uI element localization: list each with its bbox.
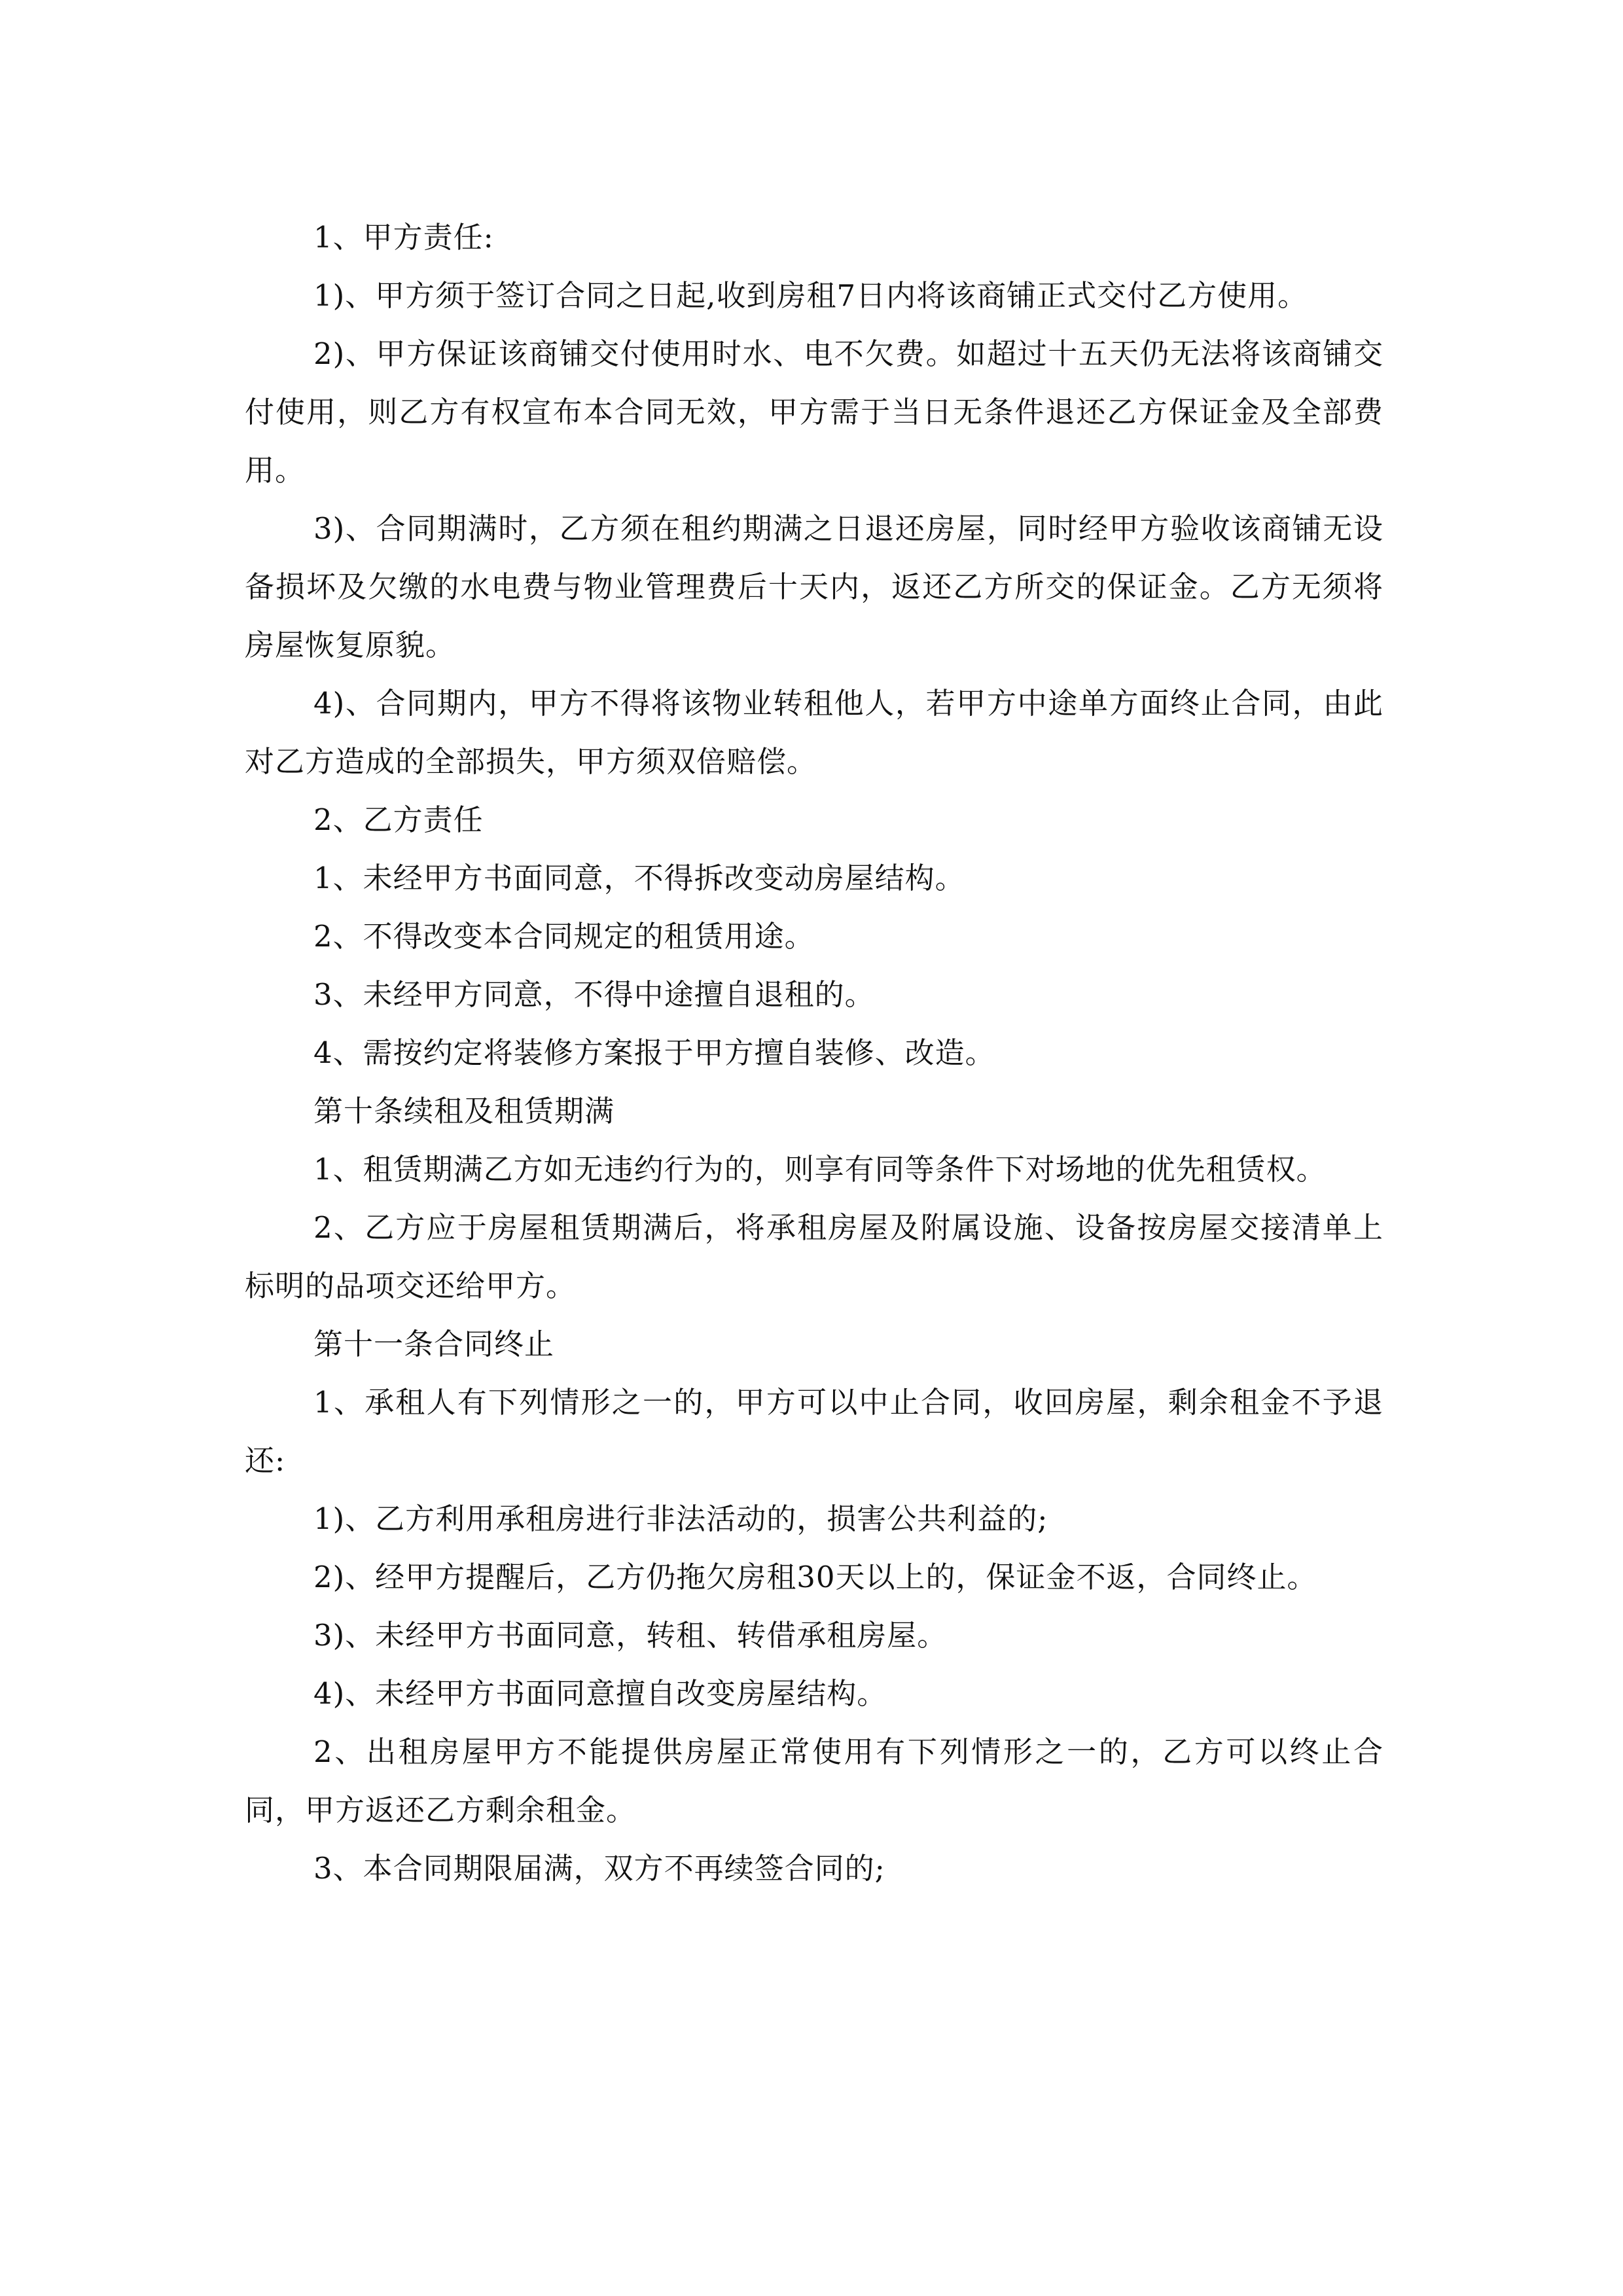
- paragraph-party-a-expiry-deposit: 3)、合同期满时，乙方须在租约期满之日退还房屋，同时经甲方验收该商铺无设备损坏及欠缴的水电费与物业管理费后十天内，返还乙方所交的保证金。乙方无须将房屋恢复原貌。: [245, 511, 1383, 662]
- paragraph-term-expiry: 3、本合同期限届满，双方不再续签合同的;: [313, 1851, 885, 1886]
- article-10-heading: 第十条续租及租赁期满: [313, 1094, 615, 1128]
- paragraph-party-b-structure: 1、未经甲方书面同意，不得拆改变动房屋结构。: [313, 861, 965, 895]
- paragraph-rent-arrears: 2)、经甲方提醒后，乙方仍拖欠房租30天以上的，保证金不返，合同终止。: [313, 1560, 1317, 1594]
- paragraph-sublet: 3)、未经甲方书面同意，转租、转借承租房屋。: [313, 1618, 948, 1653]
- paragraph-landlord-failure: 2、出租房屋甲方不能提供房屋正常使用有下列情形之一的，乙方可以终止合同，甲方返还乙方剩余租金。: [245, 1734, 1383, 1827]
- article-11-heading: 第十一条合同终止: [313, 1327, 555, 1361]
- paragraph-party-b-no-withdraw: 3、未经甲方同意，不得中途擅自退租的。: [313, 977, 875, 1012]
- paragraph-party-b-usage: 2、不得改变本合同规定的租赁用途。: [313, 919, 815, 954]
- paragraph-return-property: 2、乙方应于房屋租赁期满后，将承租房屋及附属设施、设备按房屋交接清单上标明的品项交还给甲方。: [245, 1210, 1383, 1303]
- paragraph-party-a-delivery: 1)、甲方须于签订合同之日起,收到房租7日内将该商铺正式交付乙方使用。: [313, 278, 1308, 313]
- paragraph-party-a-duty-heading: 1、甲方责任:: [313, 220, 494, 255]
- paragraph-party-a-utilities: 2)、甲方保证该商铺交付使用时水、电不欠费。如超过十五天仍无法将该商铺交付使用，则乙方有权宣布本合同无效，甲方需于当日无条件退还乙方保证金及全部费用。: [245, 336, 1383, 488]
- paragraph-illegal-activity: 1)、乙方利用承租房进行非法活动的，损害公共利益的;: [313, 1501, 1048, 1536]
- document-page: [245, 208, 1383, 1897]
- paragraph-renewal-priority: 1、租赁期满乙方如无违约行为的，则享有同等条件下对场地的优先租赁权。: [313, 1152, 1327, 1187]
- paragraph-termination-conditions: 1、承租人有下列情形之一的，甲方可以中止合同，收回房屋，剩余租金不予退还:: [245, 1385, 1383, 1478]
- paragraph-structure-change: 4)、未经甲方书面同意擅自改变房屋结构。: [313, 1676, 887, 1711]
- paragraph-party-a-no-sublet: 4)、合同期内，甲方不得将该物业转租他人，若甲方中途单方面终止合同，由此对乙方造成的全部损失，甲方须双倍赔偿。: [245, 686, 1383, 779]
- paragraph-party-b-duty-heading: 2、乙方责任: [313, 802, 484, 837]
- paragraph-party-b-renovation: 4、需按约定将装修方案报于甲方擅自装修、改造。: [313, 1035, 995, 1070]
